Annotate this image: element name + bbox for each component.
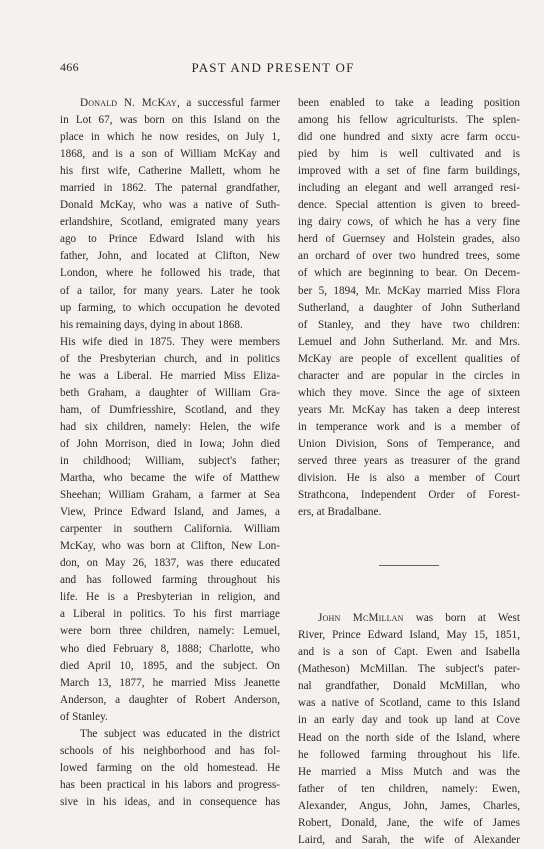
- text-line: ago to Prince Edward Island with his: [60, 233, 280, 246]
- text-line: he was a Liberal. He married Miss Eliza-: [60, 369, 280, 382]
- text-line: a Liberal in politics. To his first marriage: [60, 608, 280, 621]
- lead-rest: was born at West: [403, 612, 520, 625]
- text-line: nal grandfather, Donald McMillan, who: [298, 680, 520, 693]
- text-line: of the Presbyterian church, and in politics: [60, 352, 280, 365]
- text-line: and has followed farming throughout his: [60, 574, 280, 587]
- biography-subject-name: John McMillan: [318, 612, 404, 625]
- text-line: The subject was educated in the district: [80, 727, 280, 740]
- text-line: River, Prince Edward Island, May 15, 1851,: [298, 629, 520, 642]
- text-line: up farming, to which occupation he devoted: [60, 301, 280, 314]
- right-paragraph-1: [298, 95, 520, 521]
- text-line: schools of his neighborhood and has fol-: [60, 744, 280, 757]
- text-line: ing dairy cows, of which he has a very fine: [298, 216, 520, 229]
- text-line: dence. Special attention is given to breed-: [298, 199, 520, 212]
- left-paragraph-1: [60, 112, 280, 726]
- right-paragraph-2: [298, 627, 520, 849]
- text-line: ham, of Dumfriesshire, Scotland, and they: [60, 403, 280, 416]
- text-line: herd of Guernsey and Holstein grades, also: [298, 233, 520, 246]
- text-line: died April 10, 1895, and the subject. On: [60, 659, 280, 672]
- text-line: were born three children, namely: Lemuel,: [60, 625, 280, 638]
- text-line: Laird, and Sarah, the wife of Alexander: [298, 833, 520, 846]
- text-line: pied by him is well cultivated and is: [298, 148, 520, 161]
- text-line: McKay are people of excellent qualities of: [298, 352, 520, 365]
- text-line: father, John, and located at Clifton, New: [60, 250, 280, 263]
- text-line: Donald McKay, who was a native of Suth-: [60, 199, 280, 212]
- text-line: improved with a set of fine farm buildings,: [298, 165, 520, 178]
- text-line: Robert, Donald, Jane, the wife of James: [298, 816, 520, 829]
- text-line: an orchard of over two hundred trees, some: [298, 250, 520, 263]
- text-line: ber 5, 1894, Mr. McKay married Miss Flora: [298, 284, 520, 297]
- text-line: lowed farming on the old homestead. He: [60, 761, 280, 774]
- text-line: years Mr. McKay has taken a deep interest: [298, 403, 520, 416]
- text-line: in temperance work and is a member of: [298, 420, 520, 433]
- page-header: [60, 60, 486, 80]
- text-line: Anderson, a daughter of Robert Anderson,: [60, 693, 280, 706]
- text-line: his remaining days, dying in about 1868.: [60, 318, 243, 331]
- text-line: of which are beginning to bear. On Decem-: [298, 267, 520, 280]
- text-line: life. He is a Presbyterian in religion, and: [60, 591, 280, 604]
- text-line: his first wife, Catherine Mallett, whom he: [60, 165, 280, 178]
- text-line: in childhood; William, subject's father;: [60, 454, 280, 467]
- text-line: in Lot 67, was born on this Island on the: [60, 114, 280, 127]
- text-line: division. He is also a member of Court: [298, 472, 520, 485]
- text-line: which they move. Since the age of sixteen: [298, 386, 520, 399]
- text-line: Strathcona, Independent Order of Forest-: [298, 489, 520, 502]
- text-line: [60, 95, 280, 112]
- text-line: London, where he followed his trade, that: [60, 267, 280, 280]
- text-line: father of ten children, namely: Ewen,: [298, 782, 520, 795]
- text-line: of John Morrison, died in Iowa; John died: [60, 437, 280, 450]
- text-line: among his fellow agriculturists. The splen-: [298, 114, 520, 127]
- text-line: place in which he now resides, on July 1,: [60, 131, 280, 144]
- text-line: had six children, namely: Helen, the wife: [60, 420, 280, 433]
- right-column: [298, 95, 520, 849]
- text-line: March 13, 1877, he married Miss Jeanette: [60, 676, 280, 689]
- text-line: of a tailor, for many years. Later he took: [60, 284, 280, 297]
- text-line: Sheehan; William Graham, a farmer at Sea: [60, 489, 280, 502]
- text-line: did one hundred and sixty acre farm occu-: [298, 131, 520, 144]
- text-line: character and are popular in the circles in: [298, 369, 520, 382]
- biography-subject-name: Donald N. McKay,: [80, 97, 180, 109]
- text-line: he followed farming throughout his life.: [298, 748, 520, 761]
- text-line: don, on May 26, 1837, was there educated: [60, 557, 280, 570]
- text-line: Lemuel and John Sutherland. Mr. and Mrs.: [298, 335, 520, 348]
- text-line: Alexander, Angus, John, James, Charles,: [298, 799, 520, 812]
- text-line: including an elegant and well arranged resi-: [298, 182, 520, 195]
- text-line: erlandshire, Scotland, emigrated many years: [60, 216, 280, 229]
- text-line: carpenter in southern California. William: [60, 523, 280, 536]
- text-line: been enabled to take a leading position: [298, 97, 520, 109]
- text-line: He married a Miss Mutch and was the: [298, 765, 520, 778]
- left-column: [60, 95, 280, 811]
- text-line: (Matheson) McMillan. The subject's pater-: [298, 663, 520, 676]
- running-title: PAST AND PRESENT OF: [191, 60, 355, 75]
- text-line: who died February 8, 1888; Charlotte, who: [60, 642, 280, 655]
- text-line: Head on the north side of the Island, where: [298, 731, 520, 744]
- text-line: and is a son of Capt. Ewen and Isabella: [298, 646, 520, 659]
- text-line: McKay, who was born at Clifton, New Lon-: [60, 540, 280, 553]
- text-line: [298, 610, 520, 627]
- text-line: of Stanley, and they have two children:: [298, 318, 520, 331]
- text-line: married in 1862. The paternal grandfather,: [60, 182, 280, 195]
- text-line: Martha, who became the wife of Matthew: [60, 472, 280, 485]
- text-line: has been practical in his labors and progress-: [60, 778, 280, 791]
- text-line: His wife died in 1875. They were members: [60, 335, 280, 348]
- text-line: Sutherland, a daughter of John Sutherland: [298, 301, 520, 314]
- text-line: served three years as treasurer of the grand: [298, 454, 520, 467]
- text-line: Union Division, Sons of Temperance, and: [298, 437, 520, 450]
- lead-rest: a successful farmer: [179, 97, 280, 109]
- text-line: beth Graham, a daughter of William Gra-: [60, 386, 280, 399]
- text-line: sive in his ideas, and in consequence has: [60, 795, 280, 808]
- section-divider: [379, 565, 439, 566]
- text-line: of Stanley.: [60, 710, 108, 723]
- left-paragraph-2: [60, 726, 280, 811]
- text-line: View, Prince Edward Island, and James, a: [60, 506, 280, 519]
- text-line: was a native of Scotland, came to this Island: [298, 697, 520, 710]
- text-line: in an early day and took up land at Cove: [298, 714, 520, 727]
- text-line: ers, at Bradalbane.: [298, 506, 382, 519]
- text-line: 1868, and is a son of William McKay and: [60, 148, 280, 161]
- page-number: 466: [60, 60, 79, 74]
